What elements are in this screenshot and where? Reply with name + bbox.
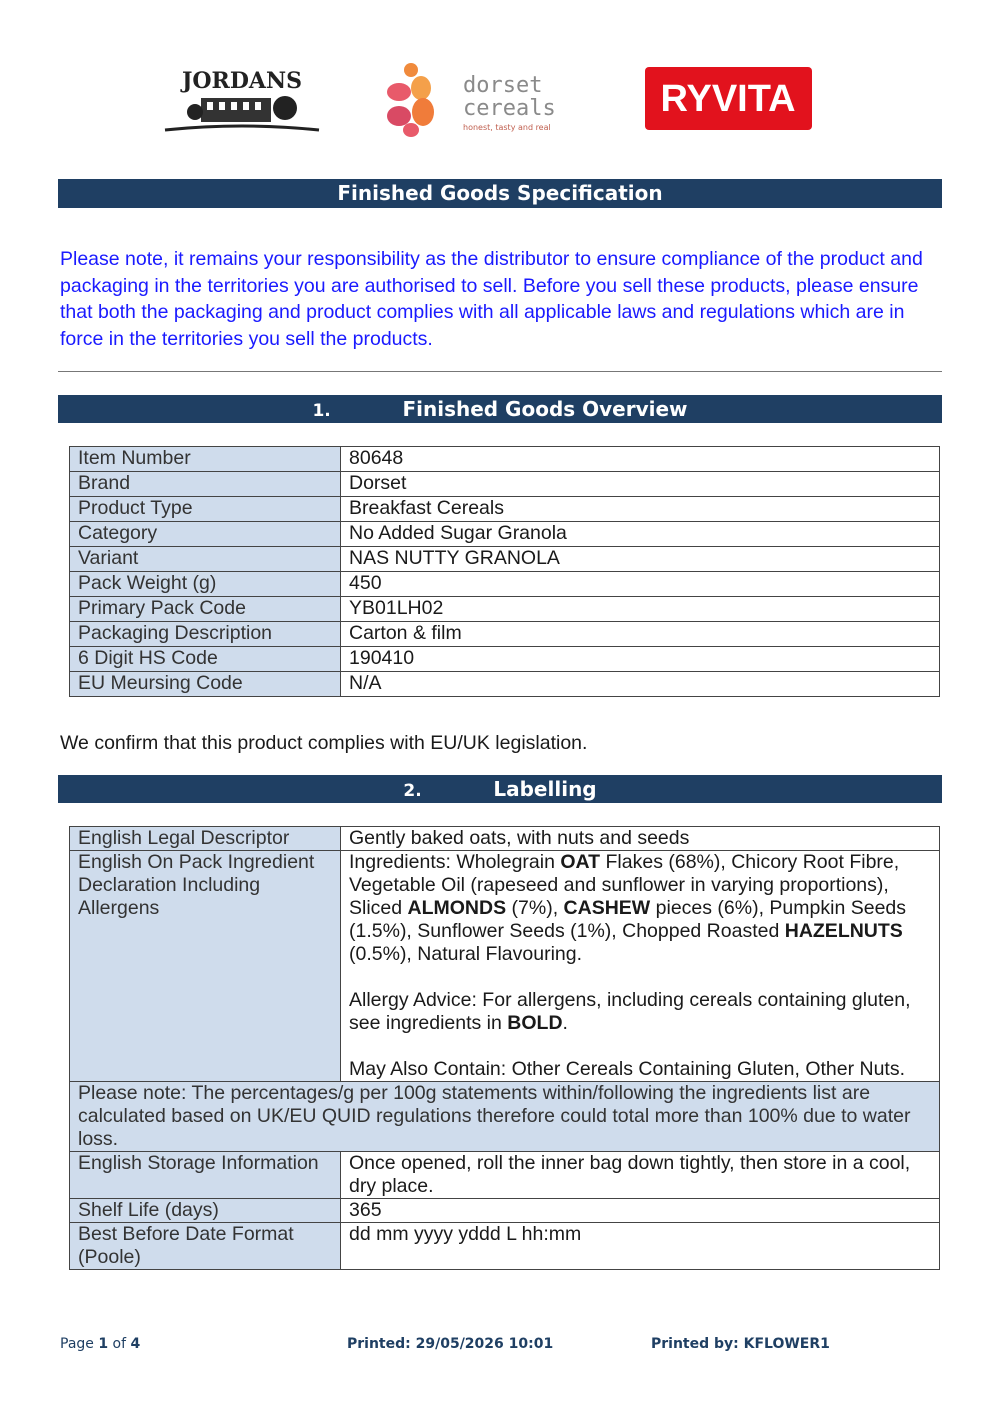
legal-descriptor-value: Gently baked oats, with nuts and seeds — [341, 827, 940, 851]
row-value: 190410 — [341, 647, 940, 672]
row-value: 80648 — [341, 447, 940, 472]
compliance-statement: We confirm that this product complies with EU/UK legislation. — [60, 732, 588, 754]
page-title: Finished Goods Specification — [337, 181, 663, 205]
ingredients-value — [341, 851, 940, 1082]
svg-text:dorset: dorset — [463, 73, 543, 98]
table-row — [70, 1152, 940, 1199]
row-value: No Added Sugar Granola — [341, 522, 940, 547]
shelf-life-value: 365 — [341, 1199, 940, 1223]
section-2-bar — [58, 775, 942, 803]
table-row — [70, 522, 940, 547]
svg-text:JORDANS: JORDANS — [181, 68, 303, 94]
table-row — [70, 497, 940, 522]
row-label: 6 Digit HS Code — [70, 647, 341, 672]
may-contain: May Also Contain: Other Cereals Containing Gluten, Other Nuts. — [349, 1058, 906, 1080]
jordans-logo — [163, 64, 321, 136]
row-value: Breakfast Cereals — [341, 497, 940, 522]
printed-by: Printed by: KFLOWER1 — [651, 1336, 830, 1352]
legal-descriptor-label: English Legal Descriptor — [70, 827, 341, 851]
row-value: Dorset — [341, 472, 940, 497]
table-row — [70, 851, 940, 1082]
labelling-table — [69, 826, 940, 1270]
best-before-label: Best Before Date Format (Poole) — [70, 1223, 341, 1270]
row-value: N/A — [341, 672, 940, 697]
table-row — [70, 547, 940, 572]
row-value: 450 — [341, 572, 940, 597]
table-row — [70, 472, 940, 497]
table-row — [70, 1223, 940, 1270]
quid-note: Please note: The percentages/g per 100g statements within/following the ingredients list are calculated based on UK/EU QUID regulations therefore could total more than 100% due to water loss. — [70, 1082, 940, 1152]
row-label: EU Meursing Code — [70, 672, 341, 697]
row-label: Primary Pack Code — [70, 597, 341, 622]
svg-text:cereals: cereals — [463, 96, 556, 121]
table-row — [70, 647, 940, 672]
table-row — [70, 672, 940, 697]
row-label: Brand — [70, 472, 341, 497]
ryvita-logo — [645, 67, 812, 130]
table-row — [70, 447, 940, 472]
divider — [58, 371, 942, 372]
table-row — [70, 622, 940, 647]
section-2-number: 2. — [403, 781, 422, 801]
table-row — [70, 1199, 940, 1223]
row-value: YB01LH02 — [341, 597, 940, 622]
row-label: Variant — [70, 547, 341, 572]
allergy-advice: Allergy Advice: For allergens, including cereals containing gluten, see ingredients in BOLD. — [349, 989, 911, 1034]
storage-value: Once opened, roll the inner bag down tightly, then store in a cool, dry place. — [341, 1152, 940, 1199]
row-label: Category — [70, 522, 341, 547]
table-row — [70, 1082, 940, 1152]
section-2-title: Labelling — [493, 777, 597, 801]
table-row — [70, 597, 940, 622]
section-1-number: 1. — [312, 401, 331, 421]
dorset-cereals-logo — [385, 60, 575, 140]
row-label: Product Type — [70, 497, 341, 522]
row-label: Packaging Description — [70, 622, 341, 647]
section-1-bar — [58, 395, 942, 423]
page-number: Page 1 of 4 — [60, 1336, 141, 1352]
shelf-life-label: Shelf Life (days) — [70, 1199, 341, 1223]
distributor-notice: Please note, it remains your responsibility as the distributor to ensure compliance of the product and packaging in the territories you are authorised to sell. Before you sell these products, please ensure that both the packaging and product complies with all applicable laws and regulations which are in force in the territories you sell the products. — [60, 248, 923, 351]
svg-text:honest, tasty and real: honest, tasty and real — [463, 123, 551, 132]
ingredients-text: Ingredients: Wholegrain OAT Flakes (68%), Chicory Root Fibre, Vegetable Oil (rapeseed and sunflower in varying proportions), Sliced ALMONDS (7%), CASHEW pieces (6%), Pumpkin Seeds (1.5%), Sunflower Seeds (1%), Chopped Roasted HAZELNUTS (0.5%), Natural Flavouring. — [349, 851, 907, 965]
storage-label: English Storage Information — [70, 1152, 341, 1199]
overview-table — [69, 446, 940, 697]
row-value: Carton & film — [341, 622, 940, 647]
row-label: Pack Weight (g) — [70, 572, 341, 597]
ingredients-label: English On Pack Ingredient Declaration Including Allergens — [70, 851, 341, 1082]
table-row — [70, 572, 940, 597]
row-value: NAS NUTTY GRANOLA — [341, 547, 940, 572]
brand-logos — [0, 60, 1000, 140]
best-before-value: dd mm yyyy yddd L hh:mm — [341, 1223, 940, 1270]
svg-text:RYVITA: RYVITA — [660, 78, 796, 120]
printed-date: Printed: 29/05/2026 10:01 — [347, 1336, 554, 1352]
table-row — [70, 827, 940, 851]
section-1-title: Finished Goods Overview — [402, 397, 688, 421]
spec-title-bar — [58, 179, 942, 208]
row-label: Item Number — [70, 447, 341, 472]
